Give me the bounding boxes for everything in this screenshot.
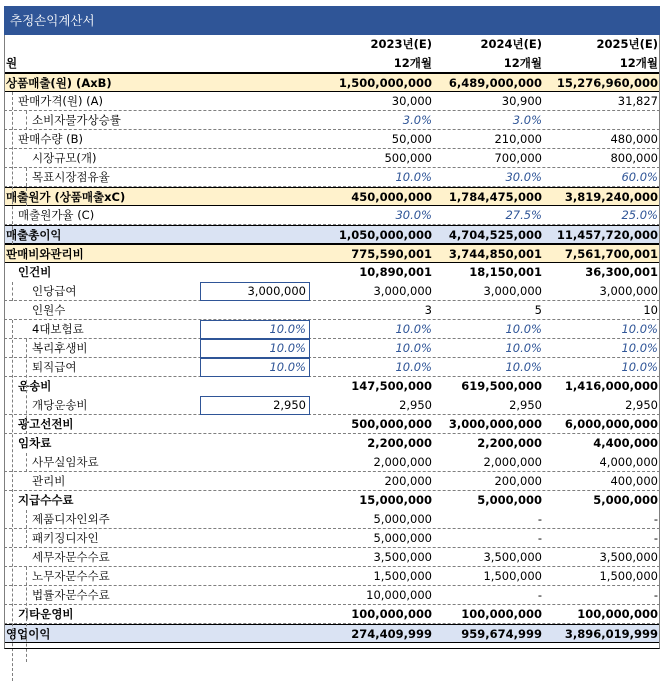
value-cell-2023: 10.0% [395, 341, 432, 355]
value-cell-2025: 100,000,000 [577, 607, 658, 621]
table-row [4, 320, 660, 339]
value-cell-2025: 1,416,000,000 [564, 379, 658, 393]
value-cell-2024: 3,744,850,001 [448, 247, 542, 261]
value-cell-2025: 25.0% [621, 208, 658, 222]
table-row [4, 358, 660, 377]
assumption-input-value[interactable]: 3,000,000 [247, 284, 306, 298]
row-label: 시장규모(개) [32, 151, 97, 165]
value-cell-2024: 5 [534, 303, 542, 317]
value-cell-2025: - [653, 531, 658, 545]
value-cell-2024: 27.5% [505, 208, 542, 222]
table-row [4, 339, 660, 358]
value-cell-2024: - [537, 512, 542, 526]
value-cell-2025: 11,457,720,000 [556, 228, 658, 242]
value-cell-2025: 3,819,240,000 [564, 190, 658, 204]
value-cell-2024: 2,000,000 [483, 455, 542, 469]
table-row [4, 491, 660, 510]
table-row [4, 301, 660, 320]
period-header-2025: 12개월 [619, 56, 658, 70]
table-row [4, 415, 660, 434]
row-label: 인원수 [32, 303, 66, 317]
row-label: 매출원가율 (C) [18, 208, 95, 222]
indent-guide-line [26, 111, 27, 130]
table-row [4, 168, 660, 187]
value-cell-2023: 10.0% [395, 170, 432, 184]
indent-guide-line [26, 510, 27, 548]
value-cell-2023: 3 [424, 303, 432, 317]
row-label: 퇴직급여 [32, 360, 77, 374]
table-row [4, 111, 660, 130]
period-header-2024: 12개월 [503, 56, 542, 70]
value-cell-2023: 3,000,000 [373, 284, 432, 298]
statement-body [4, 73, 660, 643]
row-label: 영업이익 [6, 627, 51, 641]
value-cell-2025: 4,000,000 [599, 455, 658, 469]
value-cell-2025: 31,827 [617, 94, 658, 108]
value-cell-2023: 147,500,000 [351, 379, 432, 393]
row-label: 판매가격(원) (A) [18, 94, 104, 108]
value-cell-2024: 3,000,000 [483, 284, 542, 298]
value-cell-2024: 10.0% [505, 341, 542, 355]
row-label: 기타운영비 [18, 607, 74, 621]
year-header-2025: 2025년(E) [596, 37, 658, 51]
row-label: 매출총이익 [6, 228, 62, 242]
table-row [4, 244, 660, 263]
value-cell-2023: 2,000,000 [373, 455, 432, 469]
row-label: 4대보험료 [32, 322, 84, 336]
value-cell-2024: 6,489,000,000 [448, 76, 542, 90]
value-cell-2025 [544, 111, 660, 130]
table-row [4, 567, 660, 586]
value-cell-2023: 10,890,001 [359, 265, 432, 279]
row-label: 관리비 [32, 474, 66, 488]
table-row [4, 92, 660, 111]
table-row [4, 263, 660, 282]
assumption-input-value[interactable]: 10.0% [269, 322, 306, 336]
table-row [4, 396, 660, 415]
table-row [4, 225, 660, 244]
value-cell-2024: 700,000 [494, 151, 542, 165]
value-cell-2025: 2,950 [625, 398, 658, 412]
table-row [4, 73, 660, 92]
value-cell-2023: 30.0% [395, 208, 432, 222]
header-row-periods [4, 54, 660, 73]
value-cell-2023: 2,200,000 [367, 436, 432, 450]
value-cell-2023: 274,409,999 [351, 627, 432, 641]
table-row [4, 377, 660, 396]
assumption-input-value[interactable]: 2,950 [273, 398, 306, 412]
value-cell-2023: 30,000 [391, 94, 432, 108]
table-row [4, 149, 660, 168]
value-cell-2025: 1,500,000 [599, 569, 658, 583]
value-cell-2023: 2,950 [399, 398, 432, 412]
year-header-2023: 2023년(E) [370, 37, 432, 51]
value-cell-2025: 800,000 [610, 151, 658, 165]
value-cell-2024: 2,200,000 [477, 436, 542, 450]
indent-guide-line [12, 282, 13, 301]
value-cell-2024: 100,000,000 [461, 607, 542, 621]
row-label: 사무실임차료 [32, 455, 99, 469]
indent-guide-line [26, 567, 27, 662]
table-row [4, 586, 660, 605]
value-cell-2023: 50,000 [391, 132, 432, 146]
value-cell-2024: 1,500,000 [483, 569, 542, 583]
row-label: 판매비와관리비 [6, 247, 84, 261]
value-cell-2025: 7,561,700,001 [564, 247, 658, 261]
value-cell-2025: 36,300,001 [585, 265, 658, 279]
value-cell-2025: - [653, 512, 658, 526]
value-cell-2025: 10.0% [621, 360, 658, 374]
row-label: 개당운송비 [32, 398, 88, 412]
indent-guide-line [26, 168, 27, 206]
value-cell-2025: 5,000,000 [593, 493, 658, 507]
value-cell-2023: 10.0% [395, 322, 432, 336]
value-cell-2024: 200,000 [494, 474, 542, 488]
value-cell-2024: 1,784,475,000 [448, 190, 542, 204]
table-row [4, 548, 660, 567]
value-cell-2023: 200,000 [384, 474, 432, 488]
value-cell-2025: 400,000 [610, 474, 658, 488]
value-cell-2023: 1,050,000,000 [338, 228, 432, 242]
value-cell-2024: 10.0% [505, 360, 542, 374]
row-label: 목표시장점유율 [32, 170, 110, 184]
value-cell-2023: 1,500,000 [373, 569, 432, 583]
table-row [4, 510, 660, 529]
value-cell-2023: 15,000,000 [359, 493, 432, 507]
table-row [4, 605, 660, 624]
value-cell-2024: - [537, 531, 542, 545]
value-cell-2024: 3,500,000 [483, 550, 542, 564]
value-cell-2024: 619,500,000 [461, 379, 542, 393]
row-label: 매출원가 (상품매출xC) [6, 190, 126, 204]
row-label: 제품디자인외주 [32, 512, 110, 526]
table-row [4, 434, 660, 453]
value-cell-2023: 10,000,000 [366, 588, 432, 602]
row-label: 인당급여 [32, 284, 77, 298]
value-cell-2025: 4,400,000 [593, 436, 658, 450]
value-cell-2025: 3,896,019,999 [564, 627, 658, 641]
indent-guide-line [12, 92, 13, 244]
value-cell-2024: 30.0% [505, 170, 542, 184]
row-label: 임차료 [18, 436, 52, 450]
value-cell-2024: - [537, 588, 542, 602]
unit-label: 원 [6, 56, 18, 70]
value-cell-2023: 3.0% [402, 113, 432, 127]
table-row [4, 282, 660, 301]
assumption-input-value[interactable]: 10.0% [269, 341, 306, 355]
value-cell-2024: 5,000,000 [477, 493, 542, 507]
value-cell-2025: - [653, 588, 658, 602]
header-row-years [4, 35, 660, 54]
table-row [4, 453, 660, 472]
year-header-2024: 2024년(E) [480, 37, 542, 51]
indent-guide-line [12, 320, 13, 681]
table-row [4, 472, 660, 491]
table-row [4, 529, 660, 548]
value-cell-2025: 10.0% [621, 322, 658, 336]
value-cell-2024: 959,674,999 [461, 627, 542, 641]
table-row [4, 187, 660, 206]
row-label: 노무자문수수료 [32, 569, 110, 583]
value-cell-2024: 10.0% [505, 322, 542, 336]
row-label: 패키징디자인 [32, 531, 99, 545]
value-cell-2024: 210,000 [494, 132, 542, 146]
value-cell-2024: 18,150,001 [469, 265, 542, 279]
value-cell-2023: 10.0% [395, 360, 432, 374]
table-row [4, 206, 660, 225]
value-cell-2023: 775,590,001 [351, 247, 432, 261]
row-label: 광고선전비 [18, 417, 74, 431]
value-cell-2024: 3,000,000,000 [448, 417, 542, 431]
row-label: 지급수수료 [18, 493, 74, 507]
value-cell-2023: 100,000,000 [351, 607, 432, 621]
value-cell-2024: 3.0% [512, 113, 542, 127]
row-label: 복리후생비 [32, 341, 88, 355]
row-label: 상품매출(원) (AxB) [6, 76, 112, 90]
value-cell-2023: 5,000,000 [373, 531, 432, 545]
value-cell-2024: 2,950 [509, 398, 542, 412]
value-cell-2023: 1,500,000,000 [338, 76, 432, 90]
value-cell-2025: 480,000 [610, 132, 658, 146]
value-cell-2025: 3,500,000 [599, 550, 658, 564]
row-label: 인건비 [18, 265, 52, 279]
assumption-input-value[interactable]: 10.0% [269, 360, 306, 374]
value-cell-2025: 10 [643, 303, 658, 317]
value-cell-2023: 500,000,000 [351, 417, 432, 431]
value-cell-2023: 450,000,000 [351, 190, 432, 204]
statement-table [4, 35, 660, 643]
value-cell-2024: 30,900 [501, 94, 542, 108]
value-cell-2025: 3,000,000 [599, 284, 658, 298]
row-label: 운송비 [18, 379, 52, 393]
value-cell-2025: 6,000,000,000 [564, 417, 658, 431]
row-label: 세무자문수수료 [32, 550, 110, 564]
indent-guide-line [26, 339, 27, 434]
period-header-2023: 12개월 [393, 56, 432, 70]
table-row [4, 130, 660, 149]
value-cell-2025: 10.0% [621, 341, 658, 355]
row-label: 소비자물가상승률 [32, 113, 121, 127]
sheet-title: 추정손익계산서 [4, 6, 660, 35]
value-cell-2025: 15,276,960,000 [556, 76, 658, 90]
value-cell-2023: 500,000 [384, 151, 432, 165]
value-cell-2023: 5,000,000 [373, 512, 432, 526]
row-label: 판매수량 (B) [18, 132, 83, 146]
value-cell-2024: 4,704,525,000 [448, 228, 542, 242]
table-row [4, 624, 660, 643]
indent-guide-line [26, 453, 27, 472]
row-label: 법률자문수수료 [32, 588, 110, 602]
value-cell-2025: 60.0% [621, 170, 658, 184]
value-cell-2023: 3,500,000 [373, 550, 432, 564]
